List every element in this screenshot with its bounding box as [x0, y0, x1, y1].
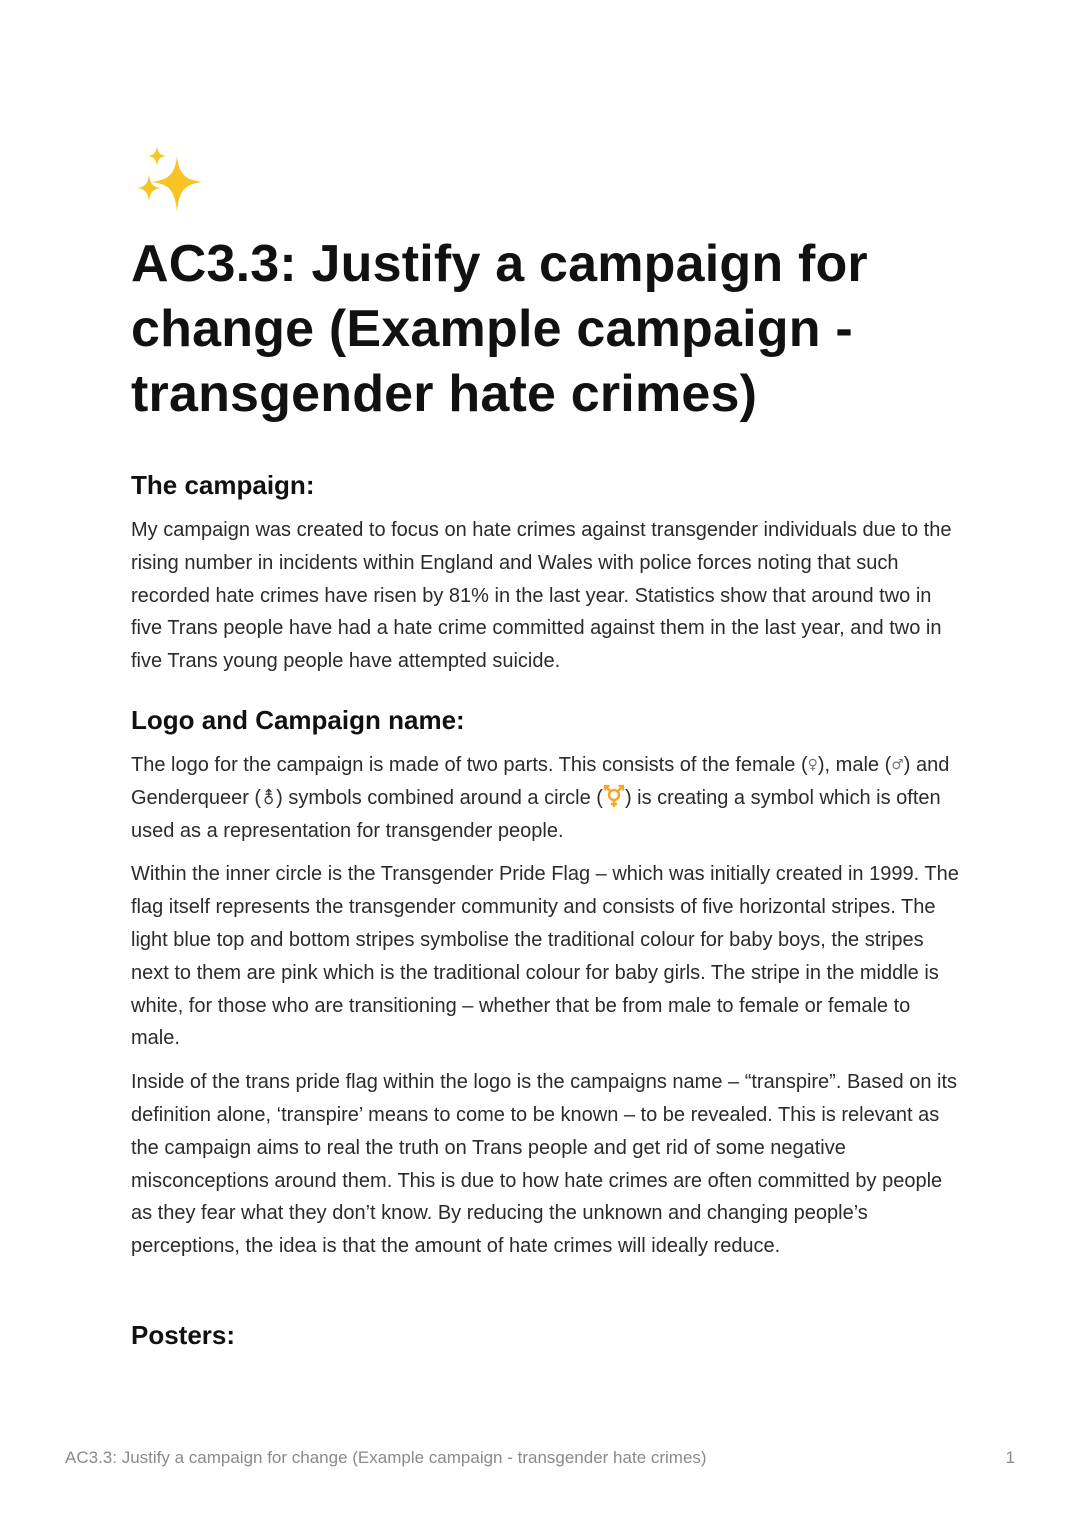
logo-heading: Logo and Campaign name: [131, 705, 465, 735]
sparkles-icon [131, 142, 211, 218]
logo-p1-text-1: The logo for the campaign is made of two parts. This consists of the female ( [131, 754, 808, 776]
logo-paragraph-1 [131, 749, 961, 847]
genderqueer-symbol-icon: ⚨ [261, 787, 277, 809]
campaign-section [131, 468, 961, 678]
logo-paragraph-2: Within the inner circle is the Transgender Pride Flag – which was initially created in 1999. The flag itself represents the transgender community and consists of five horizontal stripes. The light blue top and bottom stripes symbolise the traditional colour for baby boys, the stripes next to them are pink which is the traditional colour for baby girls. The stripe in the middle is white, for those who are transitioning – whether that be from male to female or female to male. [131, 863, 959, 1050]
campaign-paragraph: My campaign was created to focus on hate crimes against transgender individuals due to the rising number in incidents within England and Wales with police forces noting that such recorded hate crimes have risen by 81% in the last year. Statistics show that around two in five Trans people have had a hate crime committed against them in the last year, and two in five Trans young people have attempted suicide. [131, 519, 952, 673]
logo-p1-text-3: ) and Genderqueer ( [131, 754, 950, 809]
posters-section [131, 1318, 961, 1352]
footer-page-number: 1 [1005, 1448, 1015, 1467]
male-symbol-icon: ♂ [891, 757, 904, 773]
logo-p1-text-4: ) symbols combined around a circle ( [276, 786, 603, 809]
document-title: AC3.3: Justify a campaign for change (Example campaign - transgender hate crimes) [131, 235, 868, 423]
transgender-symbol-icon [603, 784, 625, 808]
campaign-heading: The campaign: [131, 470, 315, 500]
posters-heading: Posters: [131, 1320, 236, 1350]
logo-p1-text-5: ) is creating a symbol which is often used as a representation for transgender people. [131, 786, 941, 842]
female-symbol-icon: ♀ [807, 757, 818, 773]
logo-section [131, 703, 961, 1263]
footer-title: AC3.3: Justify a campaign for change (Example campaign - transgender hate crimes) [65, 1448, 707, 1467]
logo-paragraph-3: Inside of the trans pride flag within the logo is the campaigns name – “transpire”. Based on its definition alone, ‘transpire’ means to come to be known – to be revealed. This is relevant as the campaign aims to real the truth on Trans people and get rid of some negative misconceptions around them. This is due to how hate crimes are often committed by people as they fear what they don’t know. By reducing the unknown and changing people’s perceptions, the idea is that the amount of hate crimes will ideally reduce. [131, 1071, 958, 1258]
logo-p1-text-2: ), male ( [817, 754, 892, 776]
